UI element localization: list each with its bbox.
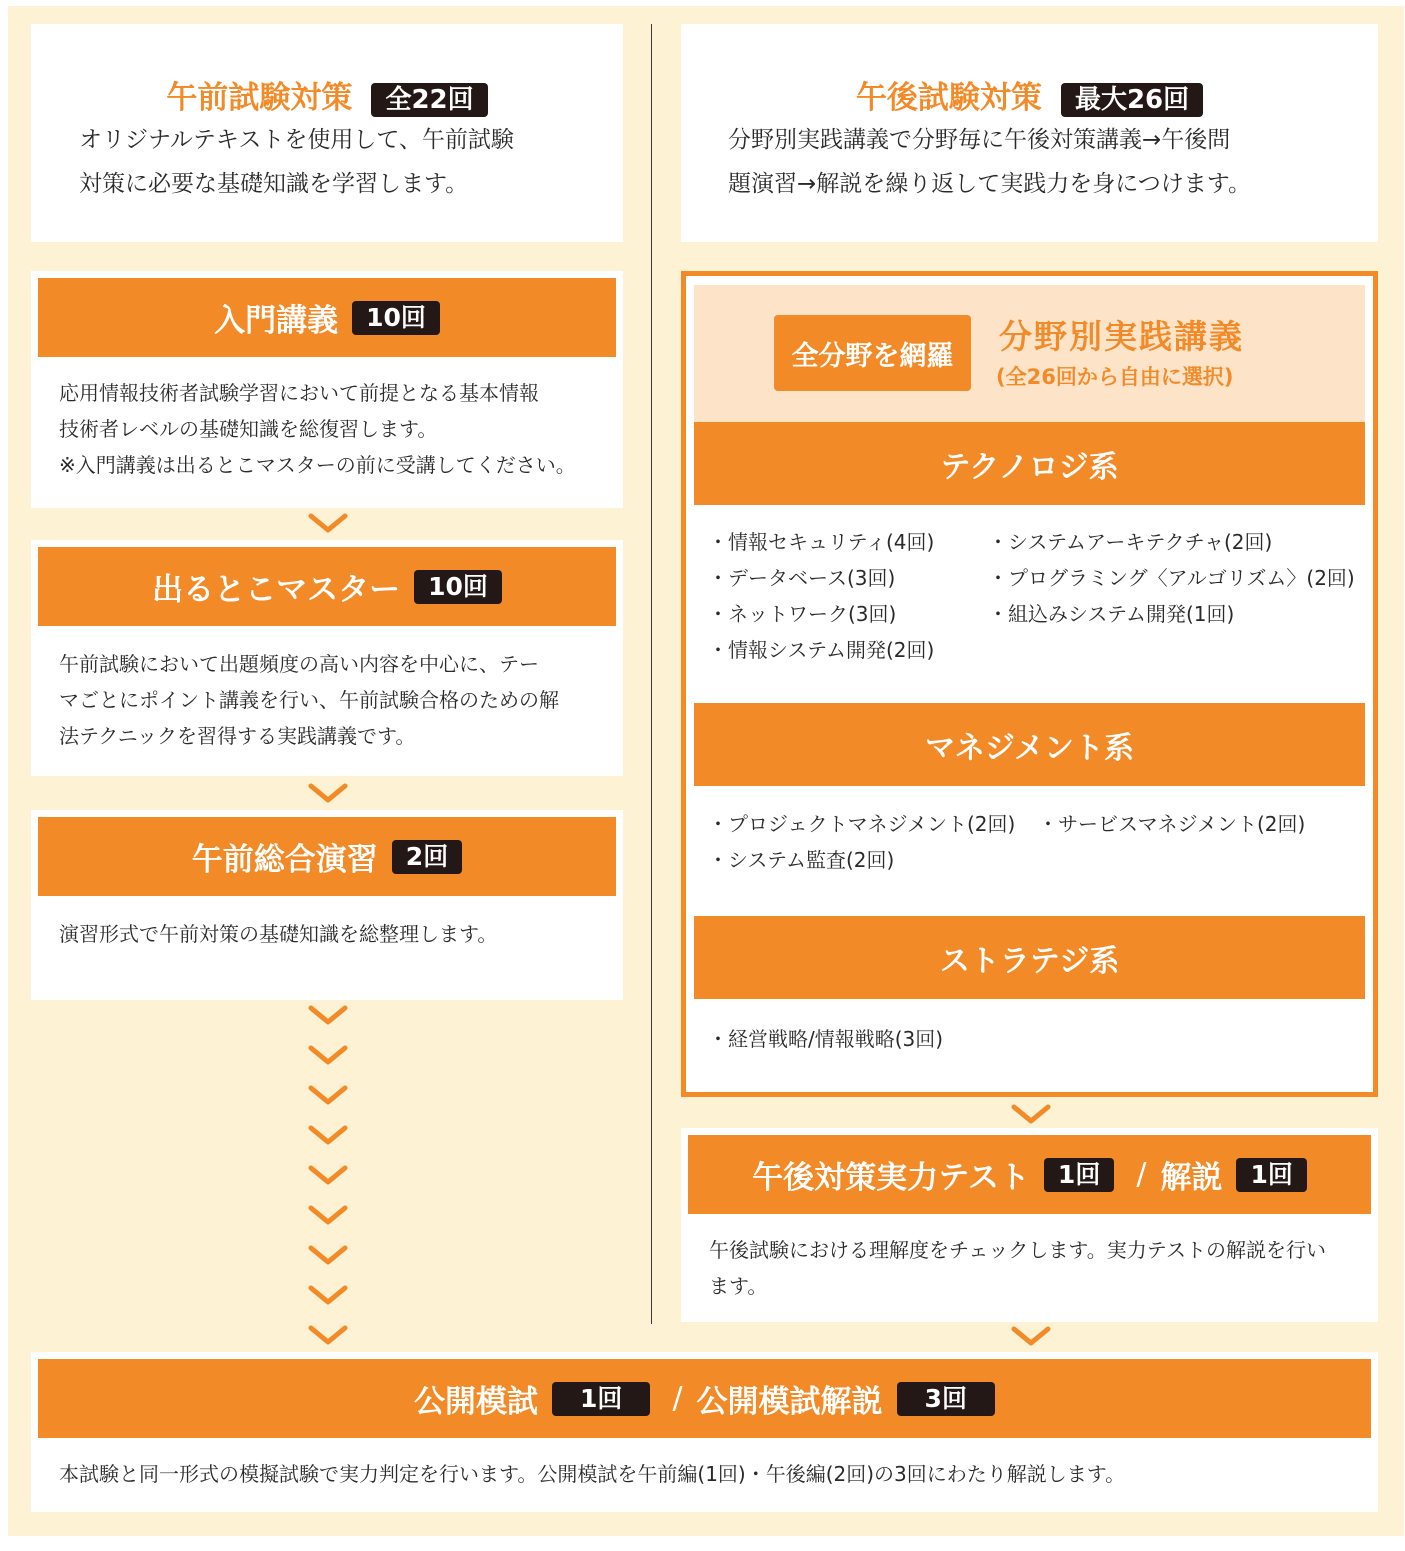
chevron-down-icon [308, 1325, 348, 1345]
practice-tag: 全分野を網羅 [774, 315, 971, 391]
desc-line: 技術者レベルの基礎知識を総復習します。 [59, 417, 438, 441]
afternoon-desc-line: 題演習→解説を繰り返して実践力を身につけます。 [728, 171, 1251, 197]
desc-line: 法テクニックを習得する実践講義です。 [59, 724, 416, 748]
test-badge: 1回 [1044, 1158, 1114, 1192]
desc-line: 応用情報技術者試験学習において前提となる基本情報 [59, 381, 539, 405]
category-management-bar [694, 703, 1365, 786]
step-review-badge: 2回 [392, 840, 462, 874]
morning-badge: 全22回 [371, 83, 487, 117]
chevron-down-icon [308, 1245, 348, 1265]
morning-title: 午前試験対策 [166, 80, 353, 116]
chevron-down-icon [308, 1285, 348, 1305]
category-management-list-left [708, 806, 1015, 878]
practice-subtitle: (全26回から自由に選択) [996, 365, 1234, 389]
step-intro-card [31, 271, 623, 508]
category-technology-bar [694, 422, 1365, 505]
step-review-title: 午前総合演習 [191, 842, 378, 878]
category-technology-list-right [988, 524, 1355, 632]
afternoon-header-title-row [681, 72, 1378, 117]
step-intro-bar [38, 278, 616, 357]
desc-line: 午後試験における理解度をチェックします。実力テストの解説を行い [709, 1238, 1326, 1262]
list-item: ・ネットワーク(3回) [708, 602, 897, 626]
afternoon-badge: 最大26回 [1061, 83, 1203, 117]
category-management-list-right [1038, 806, 1305, 842]
list-item: ・プログラミング〈アルゴリズム〉(2回) [988, 566, 1355, 590]
step-intro-badge: 10回 [352, 301, 440, 335]
category-title: ストラテジ系 [939, 943, 1120, 979]
list-item: ・システムアーキテクチャ(2回) [988, 530, 1273, 554]
step-master-card [31, 540, 623, 776]
mock-explanation-badge: 3回 [897, 1382, 995, 1416]
step-master-title: 出るとこマスター [152, 572, 401, 608]
step-master-badge: 10回 [414, 570, 502, 604]
category-strategy-list [708, 1021, 943, 1057]
mock-exam-desc: 本試験と同一形式の模擬試験で実力判定を行います。公開模試を午前編(1回)・午後編(2回)の3回にわたり解説します。 [59, 1462, 1126, 1486]
step-intro-title: 入門講義 [214, 303, 339, 339]
chevron-down-icon [308, 783, 348, 803]
desc-line: 演習形式で午前対策の基礎知識を総整理します。 [59, 922, 498, 946]
explanation-title: 解説 [1160, 1160, 1223, 1196]
chevron-down-icon [308, 1085, 348, 1105]
slash-separator: / [672, 1381, 683, 1416]
afternoon-header-card [681, 24, 1378, 242]
list-item: ・組込みシステム開発(1回) [988, 602, 1235, 626]
morning-desc [79, 118, 514, 206]
chevron-down-icon [308, 1165, 348, 1185]
morning-header-title-row [31, 72, 623, 117]
list-item: ・情報システム開発(2回) [708, 638, 935, 662]
mock-explanation-title: 公開模試解説 [696, 1384, 883, 1420]
morning-header-card [31, 24, 623, 242]
step-review-desc [59, 916, 497, 952]
list-item: ・システム監査(2回) [708, 848, 895, 872]
practice-title: 分野別実践講義 [999, 317, 1244, 356]
mock-exam-title: 公開模試 [414, 1384, 539, 1420]
step-master-bar [38, 547, 616, 626]
category-technology-list-left [708, 524, 934, 668]
list-item: ・情報セキュリティ(4回) [708, 530, 935, 554]
mock-exam-card [31, 1352, 1378, 1512]
afternoon-desc [728, 118, 1251, 206]
practice-box [681, 271, 1378, 1097]
list-item: ・サービスマネジメント(2回) [1038, 812, 1306, 836]
afternoon-test-desc [709, 1232, 1326, 1304]
list-item: ・経営戦略/情報戦略(3回) [708, 1027, 944, 1051]
mock-exam-badge: 1回 [552, 1382, 650, 1416]
morning-desc-line: オリジナルテキストを使用して、午前試験 [79, 127, 514, 153]
practice-header [694, 285, 1365, 430]
step-review-bar [38, 817, 616, 896]
category-strategy-bar [694, 916, 1365, 999]
afternoon-title: 午後試験対策 [855, 80, 1042, 116]
desc-line: マごとにポイント講義を行い、午前試験合格のための解 [59, 688, 559, 712]
list-item: ・プロジェクトマネジメント(2回) [708, 812, 1016, 836]
explanation-badge: 1回 [1236, 1158, 1306, 1192]
chevron-down-icon [308, 1045, 348, 1065]
step-master-desc [59, 646, 559, 754]
chevron-down-icon [308, 513, 348, 533]
category-title: テクノロジ系 [940, 449, 1119, 485]
slash-separator: / [1136, 1157, 1147, 1192]
step-intro-desc [59, 375, 576, 483]
column-divider [651, 24, 652, 1324]
afternoon-desc-line: 分野別実践講義で分野毎に午後対策講義→午後問 [728, 127, 1231, 153]
chevron-down-icon [308, 1205, 348, 1225]
test-title: 午後対策実力テスト [752, 1160, 1030, 1196]
chevron-down-icon [308, 1125, 348, 1145]
afternoon-test-card [681, 1128, 1378, 1322]
morning-desc-line: 対策に必要な基礎知識を学習します。 [79, 171, 469, 197]
desc-line: 午前試験において出題頻度の高い内容を中心に、テー [59, 652, 539, 676]
category-title: マネジメント系 [924, 730, 1135, 766]
desc-line: ます。 [709, 1274, 768, 1298]
mock-exam-bar [38, 1359, 1371, 1438]
step-review-card [31, 810, 623, 1000]
chevron-down-icon [1011, 1104, 1051, 1124]
chevron-down-icon [1011, 1326, 1051, 1346]
list-item: ・データベース(3回) [708, 566, 896, 590]
afternoon-test-bar [688, 1135, 1371, 1214]
desc-line: ※入門講義は出るとこマスターの前に受講してください。 [59, 453, 576, 477]
chevron-down-icon [308, 1005, 348, 1025]
